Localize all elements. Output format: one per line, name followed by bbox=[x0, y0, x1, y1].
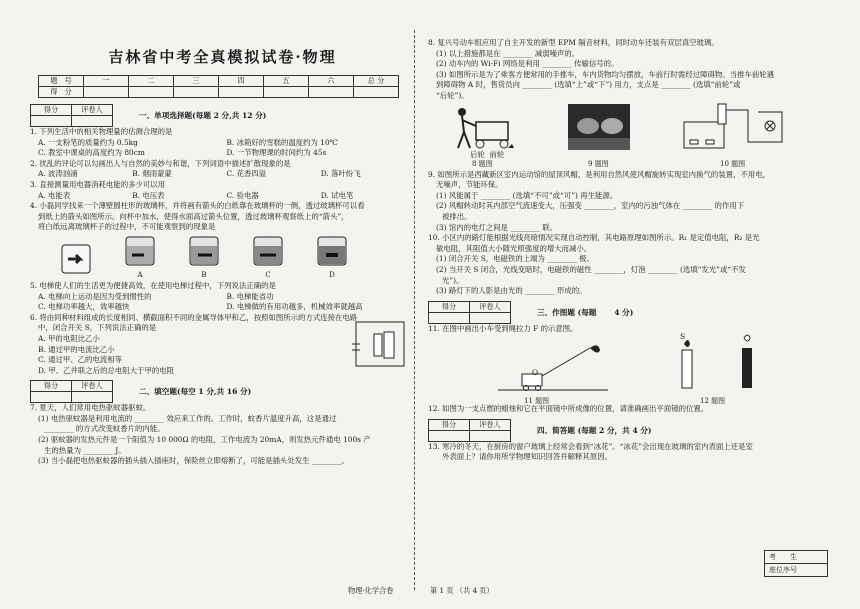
glass-figure-a bbox=[122, 235, 158, 267]
score-table bbox=[38, 75, 399, 98]
glass-arrow-figure bbox=[58, 243, 94, 275]
q6: 6. 将由同种材料组成的长度相同、横截面积不同的金属导体甲和乙，按照如图所示的方式连接在电路 bbox=[30, 312, 358, 322]
score-col: 六 bbox=[309, 76, 354, 87]
fig9-caption: 9 题图 bbox=[588, 159, 609, 168]
q2: 2. 扰乱的评论可以勾画出人与自然的美妙与和谐，下列词语中描述扩散现象的是 bbox=[30, 158, 291, 168]
q3: 3. 直接测量用电器消耗电能的多少可以用 bbox=[30, 179, 166, 189]
q1: 1. 下列生活中的相关物理量的估测合理的是 bbox=[30, 127, 173, 136]
q4: 4. 小磊同学找来一个薄壁圆柱形的玻璃杯，并将画有箭头的白纸靠在玻璃杯的一侧，透过玻璃杯可以看 bbox=[30, 201, 365, 211]
exam-page: 吉林省中考全真模拟试卷·物理 题 号 一 二 三 四 五 六 总 分 得 分 得分 评卷人 一、单项选择题(每题 2 分,共 12 分) 1. 下列生活中的相关物理量的估测合理的是 A. 一支粉笔的质量约为 0.5kg B. 冰箱好的雪糕的温度约为 10℃ C. 教室中课桌的高度约为 80cm D. 一节物理课的时间约为 45s 2. 扰乱的评论可以勾画出人与自然的美妙与和谐，下列词语中描述扩散现象的是 A. 波涛汹涌 B. 烟雨蒙蒙 C. 花香四溢 D. 落叶纷飞 3. 直接测量用电器消耗电能的多少可以用 A. 电能表 B. 电压表 C. 验电器 D. 试电笔 4. 小磊同学找来一个薄壁圆柱形的玻璃杯，并将画有箭头的白纸靠在玻璃杯的一侧，透过玻璃杯可以看 到纸上的箭头如图所示。向杯中加水，使得水面高过箭头位置，透过玻璃杯观察纸上的“箭头”， 将白纸远离玻璃杯子的过程中，不可能观察到的现象是 A B C D 5. 电梯使人们的生活更为便捷高效，在使用电梯过程中，下列说法正确的是 A. 电梯向上运动是因为受到惯性的 B. 电梯能省功 C. 电梯功率越大，效率越快 D. 电梯做的有用功越多，机械效率就越高 6. 将由同种材料组成的长度相同、横截面积不同的金属导体甲和乙，按照如图所示的方式连接在电路 中，闭合开关 S，下列说法正确的是 A. 甲的电阻比乙小 B. 通过甲的电流比乙小 C. 通过甲、乙的电流相等 D. 甲、乙并联之后的总电阻大于甲的电阻 得分 评卷人 二、填空题(每空 1 分,共 16 分) 7. 夏天，人们常用电热驱蚊器驱蚊。 (1) 电热驱蚊器是利用电流的 ________ 效应来工作的。工作时，蚊香片温度升高，这是通过 ________ 的方式改变蚊香片的内能。 (2) 驱蚊器的发热元件是一个阻值为 10 000Ω 的电阻，工作电流为 20mA，则发热元件通电 100s 产 生的热量为 ________ J。 (3) 当小磊把电热驱蚊器的插头插入插座时，保险丝立即熔断了，可能是插头处发生 ________。 8. 复兴号动车组应用了自主开发的新型 EPM 隔音材料，同时动车还装有双层真空玻璃。 (1) 以上措施都是在 ________ 减弱噪声的。 (2) 动车内的 Wi-Fi 网络是利用 ________ 传输信号的。 (3) 如图所示是为了乘客方便常用的手推车，车内货物均匀摆放，车前行时需经过障碍物。当推车前轮遇 到障碍物 A 时，售货员向 ________ (选填“上”或“下”) 用力，支点是 ________ (选填“前轮”或 “后轮”)。 后轮 前轮 8 题图 9 题图 10 题图 9. 如图所示是西藏新区室内运动馆的屋顶风帽，是利用自然风使风帽旋转实现室内换气的装置，不用电， 无噪声，节能环保。 (1) 风能属于 ________ (选填“不可”或“可”) 再生能源。 (2) 风帽转动时其内部空气流速变大，压强变 ________，室内的污浊气体在 ________ 的作用下 被排出。 (3) 馆内的电灯之间是 ________ 联。 10. 小区内的路灯能根据光线亮暗情况实现自动控制，其电路原理如图所示。R₁ 是定值电阻，R₂ 是光 敏电阻，其阻值大小随光照强度的增大而减小。 (1) 闭合开关 S，电磁铁的上端为 ________ 极。 (2) 当开关 S 闭合，光线变暗时，电磁铁的磁性 ________，灯泡 ________ (选填“发光”或“不发 光”)。 (3) 路灯下的人影是由光的 ________ 形成的。 得分 评卷人 三、作图题 (每题 4 分) 11. 在图中画出小车受到绳拉力 F 的示意图。 O 11 题图 S 12 题图 12. 如图为一支点燃的蜡烛和它在平面镜中所成像的位置，请准确画出平面镜的位置。 得分 评卷人 四、简答题 (每题 2 分，共 4 分) 13. 寒冷的冬天，在厨房的窗户玻璃上经常会看到“冰花”。“冰花”会出现在玻璃的室内表面上还是室 外表面上？请你用所学物理知识回答并解释其原因。 考 生 座位序号 物理·化学合卷 第 1 页 （共 4 页） bbox=[0, 0, 860, 609]
grader-box: 得分 评卷人 bbox=[30, 380, 113, 403]
q5: 5. 电梯使人们的生活更为便捷高效，在使用电梯过程中，下列说法正确的是 bbox=[30, 280, 276, 290]
score-col: 二 bbox=[129, 76, 174, 87]
q12: 12. 如图为一支点燃的蜡烛和它在平面镜中所成像的位置，请准确画出平面镜的位置。 bbox=[428, 404, 709, 414]
glass-figure-b bbox=[186, 235, 222, 267]
cart-figure bbox=[448, 104, 518, 152]
glass-figure-d bbox=[314, 235, 350, 267]
candle-mirror-figure bbox=[668, 334, 768, 394]
score-col: 题 号 bbox=[39, 76, 84, 87]
glass-figure-c bbox=[250, 235, 286, 267]
section-4-title: 四、简答题 (每题 2 分，共 4 分) bbox=[537, 425, 652, 435]
score-col: 五 bbox=[264, 76, 309, 87]
grader-box: 得分 评卷人 bbox=[30, 104, 113, 127]
score-col: 四 bbox=[219, 76, 264, 87]
street-light-circuit bbox=[678, 102, 788, 154]
score-row-label: 得 分 bbox=[39, 87, 84, 98]
q8: 8. 复兴号动车组应用了自主开发的新型 EPM 隔音材料，同时动车还装有双层真空玻璃。 bbox=[428, 38, 719, 47]
q11: 11. 在图中画出小车受到绳拉力 F 的示意图。 bbox=[428, 323, 578, 333]
score-col: 一 bbox=[84, 76, 129, 87]
score-col: 总 分 bbox=[354, 76, 399, 87]
fig8-caption: 8 题图 bbox=[472, 159, 493, 168]
q13: 13. 寒冷的冬天，在厨房的窗户玻璃上经常会看到“冰花”。“冰花”会出现在玻璃的室内表面上还是室 bbox=[428, 441, 753, 451]
section-3-title: 三、作图题 (每题 4 分) bbox=[537, 307, 634, 317]
wind-cap-photo bbox=[568, 104, 630, 150]
q8-q10-figures: 后轮 前轮 8 题图 9 题图 10 题图 bbox=[428, 102, 828, 170]
q4-figures: A B C D bbox=[58, 235, 415, 279]
q10: 10. 小区内的路灯能根据光线亮暗情况实现自动控制，其电路原理如图所示。R₁ 是定值电阻，R₂ 是光 bbox=[428, 233, 760, 243]
q11-q12-figures: O 11 题图 S 12 题图 bbox=[428, 334, 828, 404]
page-title: 吉林省中考全真模拟试卷·物理 bbox=[108, 48, 337, 66]
fig12-caption: 12 题图 bbox=[700, 397, 726, 406]
section-1-title: 一、单项选择题(每题 2 分,共 12 分) bbox=[139, 111, 267, 120]
fig11-caption: 11 题图 bbox=[524, 397, 550, 406]
cart-rope-figure bbox=[498, 338, 608, 394]
left-column: 吉林省中考全真模拟试卷·物理 题 号 一 二 三 四 五 六 总 分 得 分 得分 评卷人 一、单项选择题(每题 2 分,共 12 分) 1. 下列生活中的相关物理量的估测合理的是 A. 一支粉笔的质量约为 0.5kg B. 冰箱好的雪糕的温度约为 10℃ C. 教室中课桌的高度约为 80cm D. 一节物理课的时间约为 45s 2. 扰乱的评论可以勾画出人与自然的美妙与和谐，下列词语中描述扩散现象的是 A. 波涛汹涌 B. 烟雨蒙蒙 C. 花香四溢 D. 落叶纷飞 3. 直接测量用电器消耗电能的多少可以用 A. 电能表 B. 电压表 C. 验电器 D. 试电笔 4. 小磊同学找来一个薄壁圆柱形的玻璃杯，并将画有箭头的白纸靠在玻璃杯的一侧，透过玻璃杯可以看 到纸上的箭头如图所示。向杯中加水，使得水面高过箭头位置，透过玻璃杯观察纸上的“箭头”， 将白纸远离玻璃杯子的过程中，不可能观察到的现象是 A B C D 5. 电梯使人们的生活更为便捷高效，在使用电梯过程中，下列说法正确的是 A. 电梯向上运动是因为受到惯性的 B. 电梯能省功 C. 电梯功率越大，效率越快 D. 电梯做的有用功越多，机械效率就越高 6. 将由同种材料组成的长度相同、横截面积不同的金属导体甲和乙，按照如图所示的方式连接在电路 中，闭合开关 S，下列说法正确的是 A. 甲的电阻比乙小 B. 通过甲的电流比乙小 C. 通过甲、乙的电流相等 D. 甲、乙并联之后的总电阻大于甲的电阻 得分 评卷人 二、填空题(每空 1 分,共 16 分) 7. 夏天，人们常用电热驱蚊器驱蚊。 (1) 电热驱蚊器是利用电流的 ________ 效应来工作的。工作时，蚊香片温度升高，这是通过 ________ 的方式改变蚊香片的内能。 (2) 驱蚊器的发热元件是一个阻值为 10 000Ω 的电阻，工作电流为 20mA，则发热元件通电 100s 产 生的热量为 ________ J。 (3) 当小磊把电热驱蚊器的插头插入插座时，保险丝立即熔断了，可能是插头处发生 ________。 bbox=[30, 28, 415, 467]
fig10-caption: 10 题图 bbox=[720, 159, 746, 168]
grader-box: 得分 评卷人 bbox=[428, 301, 511, 324]
right-column: 8. 复兴号动车组应用了自主开发的新型 EPM 隔音材料，同时动车还装有双层真空玻璃。 (1) 以上措施都是在 ________ 减弱噪声的。 (2) 动车内的 Wi-Fi 网络是利用 ________ 传输信号的。 (3) 如图所示是为了乘客方便常用的手推车，车内货物均匀摆放，车前行时需经过障碍物。当推车前轮遇 到障碍物 A 时，售货员向 ________ (选填“上”或“下”) 用力，支点是 ________ (选填“前轮”或 “后轮”)。 后轮 前轮 8 题图 9 题图 10 题图 9. 如图所示是西藏新区室内运动馆的屋顶风帽，是利用自然风使风帽旋转实现室内换气的装置，不用电， 无噪声，节能环保。 (1) 风能属于 ________ (选填“不可”或“可”) 再生能源。 (2) 风帽转动时其内部空气流速变大，压强变 ________，室内的污浊气体在 ________ 的作用下 被排出。 (3) 馆内的电灯之间是 ________ 联。 10. 小区内的路灯能根据光线亮暗情况实现自动控制，其电路原理如图所示。R₁ 是定值电阻，R₂ 是光 敏电阻，其阻值大小随光照强度的增大而减小。 (1) 闭合开关 S，电磁铁的上端为 ________ 极。 (2) 当开关 S 闭合，光线变暗时，电磁铁的磁性 ________，灯泡 ________ (选填“发光”或“不发 光”)。 (3) 路灯下的人影是由光的 ________ 形成的。 得分 评卷人 三、作图题 (每题 4 分) 11. 在图中画出小车受到绳拉力 F 的示意图。 O 11 题图 S 12 题图 12. 如图为一支点燃的蜡烛和它在平面镜中所成像的位置，请准确画出平面镜的位置。 得分 评卷人 四、简答题 (每题 2 分，共 4 分) 13. 寒冷的冬天，在厨房的窗户玻璃上经常会看到“冰花”。“冰花”会出现在玻璃的室内表面上还是室 外表面上？请你用所学物理知识回答并解释其原因。 bbox=[428, 38, 828, 463]
seat-number-box: 考 生 座位序号 bbox=[764, 550, 828, 577]
q6-circuit-diagram bbox=[350, 316, 410, 372]
q7: 7. 夏天，人们常用电热驱蚊器驱蚊。 bbox=[30, 403, 151, 413]
score-col: 三 bbox=[174, 76, 219, 87]
q9: 9. 如图所示是西藏新区室内运动馆的屋顶风帽，是利用自然风使风帽旋转实现室内换气的装置，不用电， bbox=[428, 169, 770, 179]
grader-box: 得分 评卷人 bbox=[428, 419, 511, 442]
section-2-title: 二、填空题(每空 1 分,共 16 分) bbox=[139, 387, 252, 397]
